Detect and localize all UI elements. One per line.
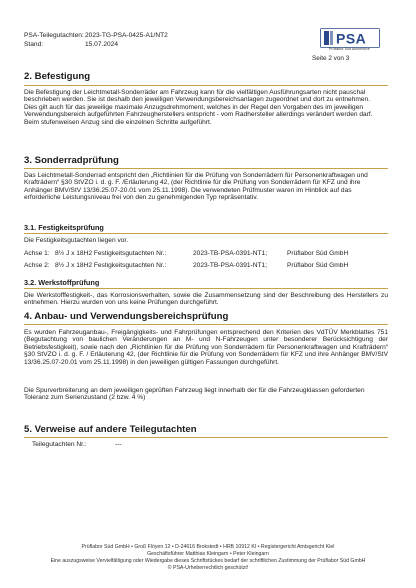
section-werkstoffpruefung-text: Die Werkstofffestigkeit-, das Korrosionsverhalten, sowie die Zusammensetzung sind der Beschreibung des Herstellers zu entnehmen. Hierzu wurden von uns keine Prüfungen durchgeführt. bbox=[24, 292, 388, 307]
section-werkstoffpruefung-title: 3.2. Werkstoffprüfung bbox=[24, 278, 100, 287]
section-anbau-text: Es wurden Fahrzeuganbau-, Freigängigkeits- und Fahrprüfungen entsprechend den Kriterien des VdTÜV Merkblattes 751 (Begutachtung von baulichen Veränderungen an M- und N-Fahrzeugen unter besonderer Berücksichtigung der Betriebsfestigkeit), sowie nach den „Richtlinien für die Prüfung von Sonderrädern für Personenkraftwagen und Krafträdern“ §30 StVZO i. d. g. F. / Erläuterung 42, (der Richtlinie für die Prüfung von Sonderrädern für KFZ und ihre Anhänger BMV/StV 13/36.25.07-20.01 vom 25.11.1998) in den jeweiligen gültigen Fassungen durchgeführt. bbox=[24, 329, 388, 366]
section-sonderradpruefung-title: 3. Sonderradprüfung bbox=[24, 155, 119, 166]
psa-logo-subtitle: Prüflabor Süd Automotive bbox=[329, 47, 370, 51]
footer-copy-notice: Eine auszugsweise Vervielfältigung oder Wiedergabe dieses Schriftstückes bedarf der schriftlichen Zustimmung der Prüflabor Süd GmbH bbox=[50, 558, 366, 564]
report-number-value: 2023-TG-PSA-0425-A1/NT2 bbox=[85, 32, 168, 39]
festigkeit-number: 2023-TB-PSA-0391-NT1; bbox=[193, 262, 268, 269]
festigkeit-lab: Prüflabor Süd GmbH bbox=[287, 250, 349, 257]
section-anbau-text2: Die Spurverbreiterung an dem jeweiligen geprüften Fahrzeug liegt innerhalb der für die Fahrzeugklassen geforderten Toleranz zum Serienzustand (2 bzw. 4 %) bbox=[24, 387, 365, 402]
footer-copyright: © PSA-Urheberrechtlich geschützt! bbox=[167, 565, 249, 571]
report-date-value: 15.07.2024 bbox=[85, 41, 119, 48]
section-befestigung-text: Die Befestigung der Leichtmetall-Sonderräder am Fahrzeug kann für die vielfältigen Ausführungsarten nicht pauschal beschrieben werden. Sie ist deshalb den jeweiligen Verwendungsbereichsanlagen zugeordnet und dort zu entnehmen. Dies gilt auch für das jeweilige maximale Anzugsdrehmoment, welches in der Regel den Vorgaben des im jeweiligen Verwendungsbereich aufgeführten Fahrzeugherstellers entspricht - vom Radhersteller allerdings verändert werden darf. Beim stufenweisen Anzug sind die einzelnen Schritte aufgeführt. bbox=[24, 89, 373, 126]
section-divider bbox=[24, 85, 388, 86]
festigkeit-intro: Die Festigkeitsgutachten liegen vor. bbox=[24, 237, 129, 244]
psa-logo-mark bbox=[320, 28, 380, 48]
report-number-row bbox=[24, 32, 168, 40]
festigkeit-axle: Achse 1: bbox=[24, 250, 50, 257]
festigkeit-row bbox=[24, 250, 50, 258]
festigkeit-lab: Prüflabor Süd GmbH bbox=[287, 262, 349, 269]
section-divider bbox=[24, 437, 388, 438]
section-befestigung-title: 2. Befestigung bbox=[24, 71, 91, 82]
section-divider bbox=[24, 288, 388, 289]
section-divider bbox=[24, 168, 388, 169]
section-divider bbox=[24, 233, 388, 234]
section-festigkeitspruefung-title: 3.1. Festigkeitsprüfung bbox=[24, 223, 104, 232]
festigkeit-number: 2023-TB-PSA-0391-NT1; bbox=[193, 250, 268, 257]
footer-management: Geschäftsführer Matthias Kleingarn • Peter Kleingarn bbox=[147, 551, 269, 557]
festigkeit-desc: 8½ J x 18H2 Festigkeitsgutachten Nr.: bbox=[55, 250, 167, 257]
report-date-label: Stand: bbox=[24, 41, 44, 48]
psa-logo-text: PSA bbox=[336, 30, 367, 47]
page-number: Seite 2 von 3 bbox=[312, 55, 350, 62]
festigkeit-row bbox=[24, 262, 50, 270]
section-anbau-title: 4. Anbau- und Verwendungsbereichsprüfung bbox=[24, 311, 229, 322]
verweise-value: --- bbox=[115, 441, 122, 448]
festigkeit-desc: 8½ J x 18H2 Festigkeitsgutachten Nr.: bbox=[55, 262, 167, 269]
section-sonderradpruefung-text: Das Leichtmetall-Sonderrad entspricht den „Richtlinien für die Prüfung von Sonderrädern für Personenkraftwagen und Krafträdern“ §30 StVZO i. d. g. F. /Erläuterung 42, (der Richtlinie für die Prüfung von Sonderrädern für KFZ und ihre Anhänger BMV/StV 13/36.25.07-20.01 vom 25.11.1998). Die verwendeten Prüfmuster waren im Hinblick auf das erforderliche Leistungsniveau frei von den zu genehmigenden Typ repräsentativ. bbox=[24, 172, 368, 202]
verweise-label: Teilegutachten Nr.: bbox=[32, 441, 87, 448]
footer-company: Prüflabor Süd GmbH • Groß Flöyen 12 • D-24616 Brokstedt • HRB 10912 KI • Registergericht Amtsgericht Kiel bbox=[81, 544, 335, 550]
section-verweise-title: 5. Verweise auf andere Teilegutachten bbox=[24, 424, 197, 435]
section-divider bbox=[24, 324, 388, 325]
festigkeit-axle: Achse 2: bbox=[24, 262, 50, 269]
report-date-row bbox=[24, 41, 118, 49]
psa-logo bbox=[320, 28, 380, 54]
report-number-label: PSA-Teilegutachten: bbox=[24, 32, 84, 39]
